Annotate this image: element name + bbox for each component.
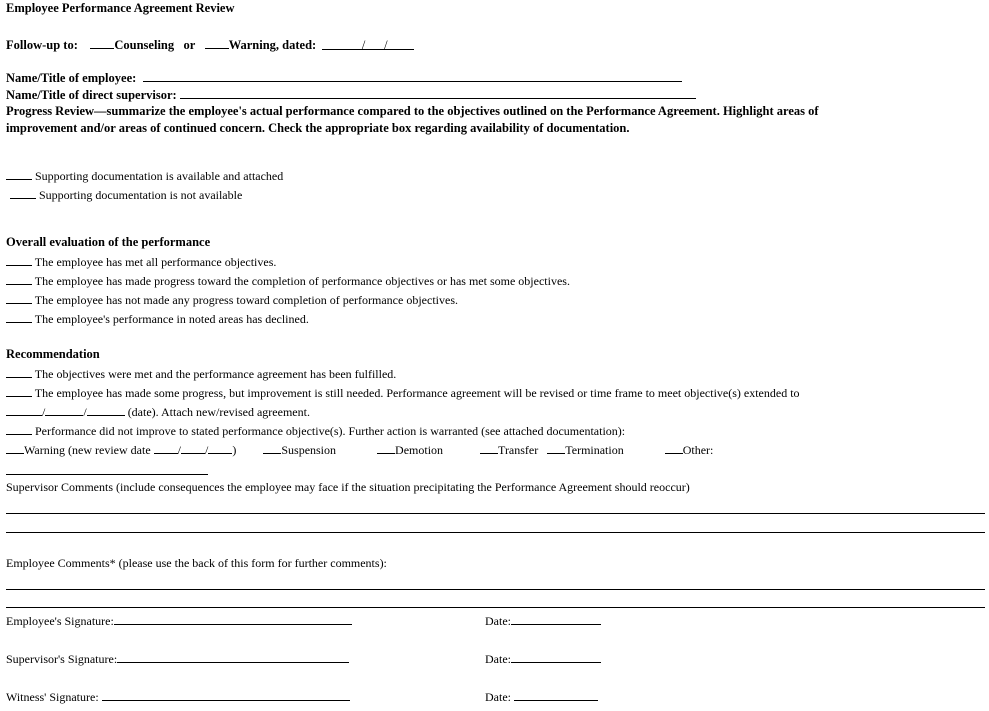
doc-not-available-row: Supporting documentation is not available bbox=[10, 187, 242, 202]
recommendation-heading: Recommendation bbox=[6, 347, 100, 361]
recommendation-item: The objectives were met and the performance agreement has been fulfilled. bbox=[6, 366, 396, 381]
overall-item: The employee has not made any progress toward completion of performance objectives. bbox=[6, 292, 458, 307]
supervisor-signature-field[interactable] bbox=[117, 651, 349, 663]
employee-name-row: Name/Title of employee: bbox=[6, 70, 682, 85]
warning-check[interactable] bbox=[205, 37, 229, 49]
employee-name-field[interactable] bbox=[143, 70, 682, 82]
overall-item: The employee has met all performance objectives. bbox=[6, 254, 276, 269]
supervisor-date-field[interactable] bbox=[511, 651, 601, 663]
overall-check[interactable] bbox=[6, 273, 32, 285]
warning-action-check[interactable] bbox=[6, 442, 24, 454]
termination-check[interactable] bbox=[547, 442, 565, 454]
witness-signature-field[interactable] bbox=[102, 689, 350, 701]
supervisor-comment-line[interactable] bbox=[6, 532, 985, 533]
warning-date-field[interactable]: / / bbox=[322, 38, 414, 50]
further-actions-row: Warning (new review date / / ) Suspension Demotion Transfer Termination Other: bbox=[6, 442, 713, 457]
review-date-month[interactable] bbox=[154, 442, 178, 454]
employee-signature-row: Employee's Signature: bbox=[6, 613, 352, 628]
review-date-day[interactable] bbox=[181, 442, 205, 454]
suspension-check[interactable] bbox=[263, 442, 281, 454]
transfer-check[interactable] bbox=[480, 442, 498, 454]
other-field[interactable] bbox=[6, 474, 208, 475]
followup-row: Follow-up to: Counseling or Warning, dated: / / bbox=[6, 37, 414, 52]
supervisor-signature-row: Supervisor's Signature: bbox=[6, 651, 349, 666]
recommendation-check[interactable] bbox=[6, 366, 32, 378]
recommendation-check[interactable] bbox=[6, 385, 32, 397]
witness-signature-row: Witness' Signature: bbox=[6, 689, 350, 704]
witness-date-row: Date: bbox=[485, 689, 598, 704]
date-year-field[interactable] bbox=[87, 404, 125, 416]
supervisor-name-field[interactable] bbox=[180, 87, 696, 99]
doc-available-check[interactable] bbox=[6, 168, 32, 180]
supervisor-name-row: Name/Title of direct supervisor: bbox=[6, 87, 696, 102]
employee-comment-line[interactable] bbox=[6, 607, 985, 608]
recommendation-check[interactable] bbox=[6, 423, 32, 435]
overall-check[interactable] bbox=[6, 254, 32, 266]
recommendation-item: The employee has made some progress, but improvement is still needed. Performance agreement will be revised or time frame to meet objective(s) extended to bbox=[6, 385, 800, 400]
overall-item: The employee has made progress toward the completion of performance objectives or has met some objectives. bbox=[6, 273, 570, 288]
supervisor-comments-label: Supervisor Comments (include consequences the employee may face if the situation precipitating the Performance Agreement should reoccur) bbox=[6, 480, 690, 494]
supervisor-comment-line[interactable] bbox=[6, 513, 985, 514]
employee-date-row: Date: bbox=[485, 613, 601, 628]
review-date-year[interactable] bbox=[208, 442, 232, 454]
supervisor-date-row: Date: bbox=[485, 651, 601, 666]
doc-not-available-check[interactable] bbox=[10, 187, 36, 199]
witness-date-field[interactable] bbox=[514, 689, 598, 701]
overall-heading: Overall evaluation of the performance bbox=[6, 235, 211, 249]
recommendation-item: Performance did not improve to stated performance objective(s). Further action is warranted (see attached documentation): bbox=[6, 423, 625, 438]
doc-available-row: Supporting documentation is available and attached bbox=[6, 168, 283, 183]
counseling-check[interactable] bbox=[90, 37, 114, 49]
employee-comment-line[interactable] bbox=[6, 589, 985, 590]
overall-check[interactable] bbox=[6, 292, 32, 304]
date-month-field[interactable] bbox=[6, 404, 42, 416]
overall-check[interactable] bbox=[6, 311, 32, 323]
progress-review-line-2: improvement and/or areas of continued concern. Check the appropriate box regarding availability of documentation. bbox=[6, 121, 630, 135]
employee-comments-label: Employee Comments* (please use the back of this form for further comments): bbox=[6, 556, 387, 570]
employee-date-field[interactable] bbox=[511, 613, 601, 625]
other-check[interactable] bbox=[665, 442, 683, 454]
date-day-field[interactable] bbox=[45, 404, 83, 416]
overall-item: The employee's performance in noted areas has declined. bbox=[6, 311, 309, 326]
form-title: Employee Performance Agreement Review bbox=[6, 1, 235, 15]
progress-review-line-1: Progress Review—summarize the employee's actual performance compared to the objectives outlined on the Performance Agreement. Highlight areas of bbox=[6, 104, 819, 118]
extension-date-row: / / (date). Attach new/revised agreement. bbox=[6, 404, 310, 419]
demotion-check[interactable] bbox=[377, 442, 395, 454]
employee-signature-field[interactable] bbox=[114, 613, 352, 625]
